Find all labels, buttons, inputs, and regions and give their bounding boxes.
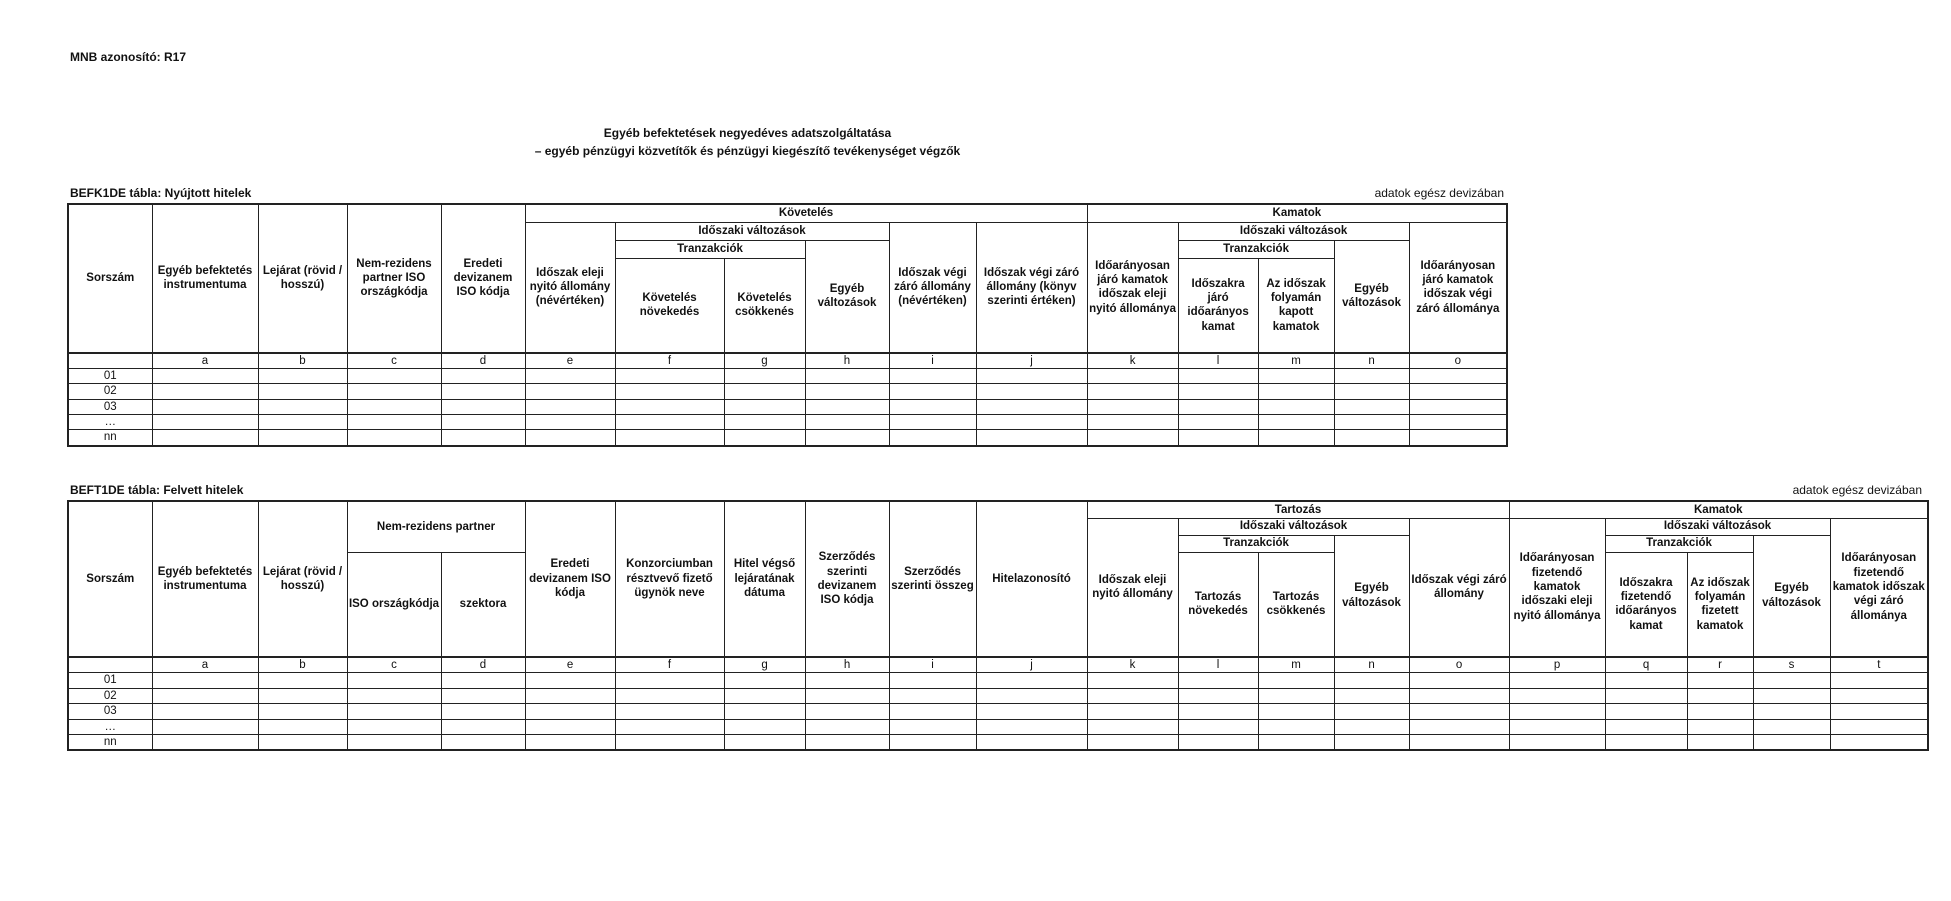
row-number: 02 (68, 384, 152, 399)
t1-group-tranz2: Tranzakciók (1178, 241, 1334, 259)
t1-code: f (615, 353, 724, 369)
t2-code: c (347, 657, 441, 673)
t2-group-idoszaki2: Időszaki változások (1605, 518, 1830, 535)
table-row (68, 719, 1928, 734)
t1-group-idoszaki1: Időszaki változások (615, 223, 889, 241)
t1-code-blank (68, 353, 152, 369)
t1-code: g (724, 353, 805, 369)
row-number: 01 (68, 673, 152, 688)
t2-code: m (1258, 657, 1334, 673)
t2-code: s (1753, 657, 1830, 673)
table-row (68, 399, 1507, 414)
t2-col-sorszam: Sorszám (68, 501, 152, 657)
row-number: 03 (68, 704, 152, 719)
t1-code: k (1087, 353, 1178, 369)
t1-col-sorszam: Sorszám (68, 204, 152, 353)
t1-col-g: Követelés csökkenés (724, 259, 805, 353)
mnb-identifier: MNB azonosító: R17 (70, 50, 187, 64)
table2-unit: adatok egész devizában (1792, 483, 1922, 497)
t2-code: r (1687, 657, 1753, 673)
table-row (68, 430, 1507, 446)
t2-col-d: szektora (441, 552, 525, 657)
t1-code: j (976, 353, 1087, 369)
t1-code: i (889, 353, 976, 369)
t1-col-n: Egyéb változások (1334, 241, 1409, 353)
table1-caption: BEFK1DE tábla: Nyújtott hitelek (70, 186, 252, 200)
t1-code: c (347, 353, 441, 369)
t2-col-e: Eredeti devizanem ISO kódja (525, 501, 615, 657)
t2-code: o (1409, 657, 1509, 673)
t2-col-i: Szerződés szerinti összeg (889, 501, 976, 657)
t1-code: h (805, 353, 889, 369)
t1-code: n (1334, 353, 1409, 369)
t2-code: j (976, 657, 1087, 673)
t2-col-b: Lejárat (rövid / hosszú) (258, 501, 347, 657)
t2-code: f (615, 657, 724, 673)
t2-code: h (805, 657, 889, 673)
t1-group-idoszaki2: Időszaki változások (1178, 223, 1409, 241)
t1-code: e (525, 353, 615, 369)
t1-code: m (1258, 353, 1334, 369)
table-row (68, 688, 1928, 703)
t1-group-kamatok: Kamatok (1087, 204, 1507, 223)
table-row (68, 384, 1507, 399)
row-number: … (68, 719, 152, 734)
t2-col-n: Egyéb változások (1334, 535, 1409, 657)
t2-code-blank (68, 657, 152, 673)
t2-col-o: Időszak végi záró állomány (1409, 518, 1509, 657)
t2-col-g: Hitel végső lejáratának dátuma (724, 501, 805, 657)
t2-code: q (1605, 657, 1687, 673)
t2-col-c: ISO országkódja (347, 552, 441, 657)
table-row (68, 673, 1928, 688)
table1 (67, 203, 1508, 447)
row-number: … (68, 415, 152, 430)
t2-code: e (525, 657, 615, 673)
t2-col-r: Az időszak folyamán fizetett kamatok (1687, 552, 1753, 657)
table1-unit: adatok egész devizában (1374, 186, 1504, 200)
t2-group-tranz1: Tranzakciók (1178, 535, 1334, 552)
t1-col-l: Időszakra járó időarányos kamat (1178, 259, 1258, 353)
t2-group-tranz2: Tranzakciók (1605, 535, 1753, 552)
t2-group-partner: Nem-rezidens partner (347, 501, 525, 552)
t1-col-c: Nem-rezidens partner ISO országkódja (347, 204, 441, 353)
t2-code: k (1087, 657, 1178, 673)
t1-col-h: Egyéb változások (805, 241, 889, 353)
t2-col-p: Időarányosan fizetendő kamatok időszaki eleji nyitó állománya (1509, 518, 1605, 657)
t2-col-k: Időszak eleji nyitó állomány (1087, 518, 1178, 657)
t2-code: i (889, 657, 976, 673)
t2-group-kamatok: Kamatok (1509, 501, 1928, 518)
t2-col-h: Szerződés szerinti devizanem ISO kódja (805, 501, 889, 657)
t2-code: g (724, 657, 805, 673)
row-number: 01 (68, 368, 152, 383)
page-title: Egyéb befektetések negyedéves adatszolgáltatása (603, 126, 892, 140)
t2-col-t: Időarányosan fizetendő kamatok időszak végi záró állománya (1830, 518, 1928, 657)
t2-col-j: Hitelazonosító (976, 501, 1087, 657)
t1-col-i: Időszak végi záró állomány (névértéken) (889, 223, 976, 353)
t1-code: o (1409, 353, 1507, 369)
t2-group-idoszaki1: Időszaki változások (1178, 518, 1409, 535)
t2-code: t (1830, 657, 1928, 673)
t2-code: b (258, 657, 347, 673)
row-number: nn (68, 430, 152, 446)
row-number: nn (68, 734, 152, 750)
t1-col-a: Egyéb befektetés instrumentuma (152, 204, 258, 353)
t1-col-k: Időarányosan járó kamatok időszak eleji nyitó állománya (1087, 223, 1178, 353)
t2-code: p (1509, 657, 1605, 673)
row-number: 02 (68, 688, 152, 703)
t2-col-q: Időszakra fizetendő időarányos kamat (1605, 552, 1687, 657)
table-row (68, 415, 1507, 430)
table-row (68, 734, 1928, 750)
t1-col-m: Az időszak folyamán kapott kamatok (1258, 259, 1334, 353)
t2-code: d (441, 657, 525, 673)
t2-col-m: Tartozás csökkenés (1258, 552, 1334, 657)
t1-code: d (441, 353, 525, 369)
t1-group-kovetels: Követelés (525, 204, 1087, 223)
t1-col-o: Időarányosan járó kamatok időszak végi záró állománya (1409, 223, 1507, 353)
t1-col-e: Időszak eleji nyitó állomány (névértéken) (525, 223, 615, 353)
t1-code: a (152, 353, 258, 369)
table2 (67, 500, 1929, 751)
t1-col-d: Eredeti devizanem ISO kódja (441, 204, 525, 353)
table-row (68, 368, 1507, 383)
t2-group-tartozas: Tartozás (1087, 501, 1509, 518)
t2-code: n (1334, 657, 1409, 673)
t2-col-l: Tartozás növekedés (1178, 552, 1258, 657)
t1-code: l (1178, 353, 1258, 369)
t2-col-s: Egyéb változások (1753, 535, 1830, 657)
t1-col-j: Időszak végi záró állomány (könyv szerinti értéken) (976, 223, 1087, 353)
t1-col-b: Lejárat (rövid / hosszú) (258, 204, 347, 353)
page-subtitle: – egyéb pénzügyi közvetítők és pénzügyi kiegészítő tevékenységet végzők (534, 144, 961, 158)
t1-code: b (258, 353, 347, 369)
t1-col-f: Követelés növekedés (615, 259, 724, 353)
t2-code: a (152, 657, 258, 673)
row-number: 03 (68, 399, 152, 414)
table2-caption: BEFT1DE tábla: Felvett hitelek (70, 483, 244, 497)
t2-col-a: Egyéb befektetés instrumentuma (152, 501, 258, 657)
t1-group-tranz1: Tranzakciók (615, 241, 805, 259)
t2-code: l (1178, 657, 1258, 673)
table-row (68, 704, 1928, 719)
t2-col-f: Konzorciumban résztvevő fizető ügynök neve (615, 501, 724, 657)
